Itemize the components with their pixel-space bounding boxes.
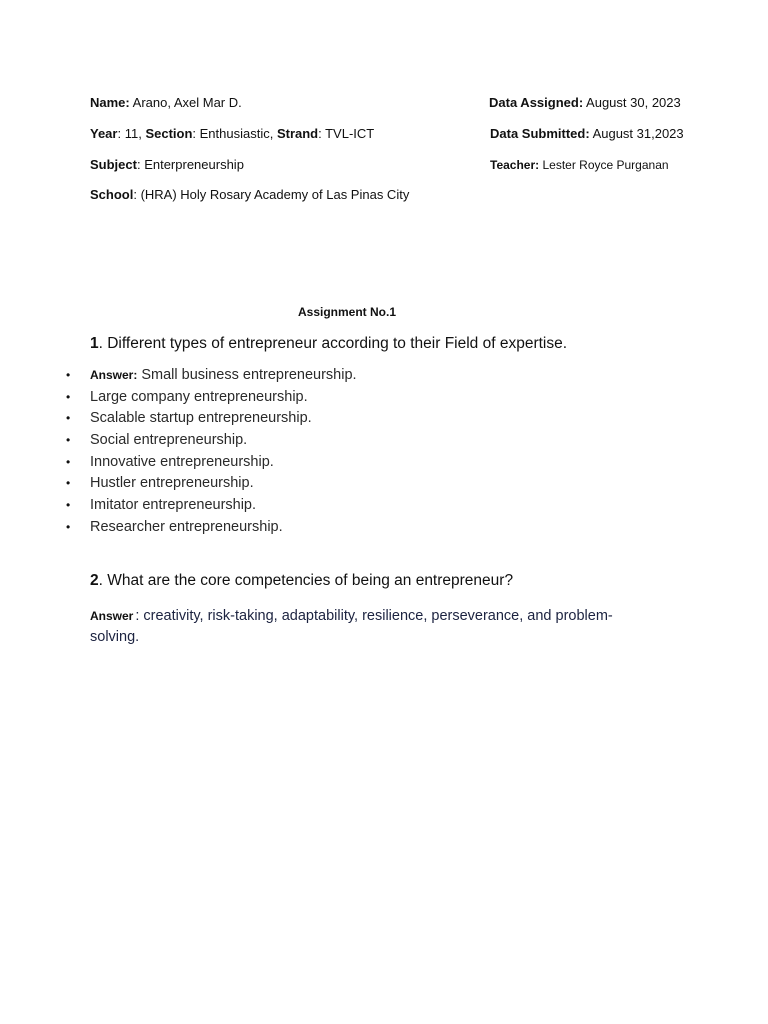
answer-2-colon: :	[135, 608, 140, 624]
year-label: Year	[90, 126, 118, 141]
year-section-strand-line	[90, 126, 374, 142]
teacher-label: Teacher:	[490, 158, 540, 172]
question-2-number: 2	[90, 572, 99, 589]
section-value: : Enthusiastic,	[192, 126, 277, 141]
answer-2-text: creativity, risk-taking, adaptability, resilience, perseverance, and problem-solving.	[90, 608, 613, 645]
bullet-icon: •	[66, 368, 71, 382]
bullet-icon: •	[66, 454, 71, 469]
date-submitted-line	[490, 126, 684, 142]
list-item-text: Large company entrepreneurship.	[90, 388, 308, 405]
list-item-text: Scalable startup entrepreneurship.	[90, 410, 312, 427]
question-1-text: . Different types of entrepreneur according to their Field of expertise.	[98, 335, 568, 352]
strand-label: Strand	[276, 126, 319, 141]
school-value: : (HRA) Holy Rosary Academy of Las Pinas City	[133, 187, 410, 202]
assignment-title: Assignment No.1	[297, 305, 396, 319]
bullet-icon: •	[66, 476, 71, 491]
name-label: Name:	[90, 95, 130, 110]
date-assigned-label: Data Assigned:	[489, 95, 584, 110]
bullet-icon: •	[66, 498, 71, 513]
date-submitted-label: Data Submitted:	[490, 126, 590, 141]
name-value: Arano, Axel Mar D.	[129, 95, 242, 110]
student-name-line	[90, 95, 242, 111]
list-item	[66, 495, 357, 517]
list-item	[66, 473, 357, 495]
question-2-text: . What are the core competencies of being an entrepreneur?	[98, 572, 514, 589]
date-assigned-line	[489, 95, 681, 111]
teacher-line	[490, 157, 669, 173]
bullet-icon: •	[66, 519, 71, 534]
list-item	[66, 452, 357, 474]
answer-1-label: Answer:	[90, 368, 138, 382]
subject-value: : Enterpreneurship	[136, 157, 244, 172]
list-item-text: Hustler entrepreneurship.	[90, 475, 254, 492]
list-item	[66, 365, 357, 387]
bullet-icon: •	[66, 411, 71, 426]
answer-2-label: Answer	[90, 609, 134, 623]
list-item	[66, 430, 357, 452]
list-item	[66, 408, 357, 430]
list-item	[66, 517, 357, 539]
answer-1-list	[66, 365, 357, 539]
question-1-number: 1	[90, 335, 99, 352]
strand-value: : TVL-ICT	[318, 126, 375, 141]
list-item-text: Researcher entrepreneurship.	[90, 518, 283, 535]
list-item-text: Imitator entrepreneurship.	[90, 497, 257, 514]
school-label: School	[90, 187, 134, 202]
subject-line	[90, 157, 244, 173]
section-label: Section	[145, 126, 193, 141]
subject-label: Subject	[90, 157, 137, 172]
question-2	[90, 571, 513, 591]
year-value: : 11,	[117, 126, 146, 141]
list-item-text: Small business entrepreneurship.	[141, 367, 357, 383]
bullet-icon: •	[66, 389, 71, 404]
bullet-icon: •	[66, 433, 71, 448]
list-item-text: Innovative entrepreneurship.	[90, 453, 274, 470]
list-item	[66, 387, 357, 409]
date-submitted-value: August 31,2023	[589, 126, 684, 141]
list-item-text: Social entrepreneurship.	[90, 432, 248, 449]
teacher-value: Lester Royce Purganan	[539, 158, 669, 172]
question-1	[90, 334, 567, 354]
answer-2	[90, 606, 650, 648]
date-assigned-value: August 30, 2023	[583, 95, 681, 110]
school-line	[90, 187, 409, 203]
